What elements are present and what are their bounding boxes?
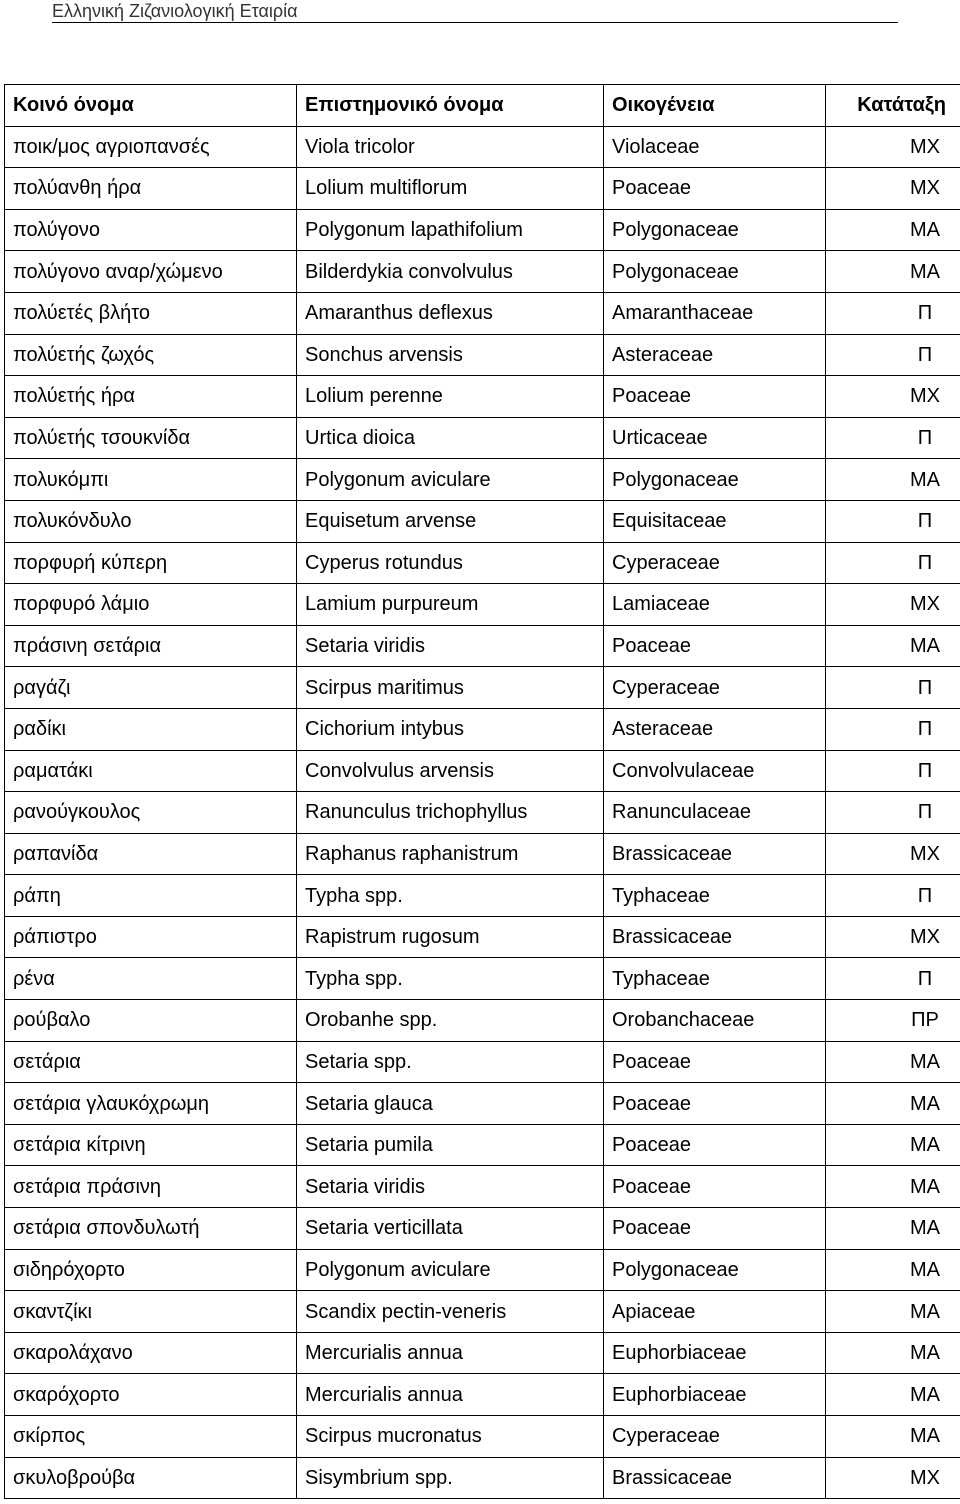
cell-family: Typhaceae: [604, 875, 826, 917]
cell-classification: ΠΡ: [826, 1000, 960, 1042]
cell-classification: Π: [826, 792, 960, 834]
cell-scientific-name: Cichorium intybus: [297, 708, 604, 750]
table-row: [5, 1166, 960, 1208]
cell-scientific-name: Polygonum aviculare: [297, 1249, 604, 1291]
cell-scientific-name: Setaria viridis: [297, 1166, 604, 1208]
table-row: [5, 792, 960, 834]
table-row: [5, 126, 960, 168]
cell-common-name: πολύετές βλήτο: [5, 292, 297, 334]
cell-scientific-name: Mercurialis annua: [297, 1332, 604, 1374]
cell-classification: Π: [826, 542, 960, 584]
cell-scientific-name: Setaria verticillata: [297, 1208, 604, 1250]
cell-common-name: πολύετής ήρα: [5, 376, 297, 418]
cell-scientific-name: Scirpus maritimus: [297, 667, 604, 709]
table-row: [5, 1000, 960, 1042]
cell-classification: Π: [826, 667, 960, 709]
cell-scientific-name: Scandix pectin-veneris: [297, 1291, 604, 1333]
cell-classification: ΜΑ: [826, 625, 960, 667]
cell-classification: ΜΑ: [826, 1166, 960, 1208]
cell-common-name: πολύανθη ήρα: [5, 168, 297, 210]
cell-family: Brassicaceae: [604, 1457, 826, 1499]
cell-common-name: πολύγονο αναρ/χώμενο: [5, 251, 297, 293]
cell-common-name: πράσινη σετάρια: [5, 625, 297, 667]
table-row: [5, 334, 960, 376]
table-row: [5, 1416, 960, 1458]
cell-family: Ranunculaceae: [604, 792, 826, 834]
cell-common-name: ραγάζι: [5, 667, 297, 709]
table-row: [5, 667, 960, 709]
table-row: [5, 916, 960, 958]
cell-classification: ΜΑ: [826, 1124, 960, 1166]
cell-scientific-name: Viola tricolor: [297, 126, 604, 168]
cell-scientific-name: Setaria spp.: [297, 1041, 604, 1083]
cell-common-name: σετάρια σπονδυλωτή: [5, 1208, 297, 1250]
cell-family: Convolvulaceae: [604, 750, 826, 792]
cell-common-name: ρένα: [5, 958, 297, 1000]
cell-family: Polygonaceae: [604, 459, 826, 501]
cell-classification: Π: [826, 750, 960, 792]
cell-classification: ΜΑ: [826, 1208, 960, 1250]
cell-scientific-name: Orobanhe spp.: [297, 1000, 604, 1042]
cell-common-name: ραματάκι: [5, 750, 297, 792]
table-row: [5, 168, 960, 210]
cell-common-name: ράπιστρο: [5, 916, 297, 958]
cell-family: Cyperaceae: [604, 667, 826, 709]
cell-classification: ΜΧ: [826, 916, 960, 958]
cell-family: Typhaceae: [604, 958, 826, 1000]
cell-common-name: σκίρπος: [5, 1416, 297, 1458]
cell-scientific-name: Typha spp.: [297, 958, 604, 1000]
cell-scientific-name: Lolium perenne: [297, 376, 604, 418]
cell-common-name: πολύγονο: [5, 209, 297, 251]
page-header-title: Ελληνική Ζιζανιολογική Εταιρία: [52, 1, 298, 21]
table-row: [5, 417, 960, 459]
cell-family: Poaceae: [604, 1208, 826, 1250]
cell-family: Urticaceae: [604, 417, 826, 459]
header-divider: [52, 22, 898, 23]
cell-scientific-name: Sonchus arvensis: [297, 334, 604, 376]
cell-classification: ΜΑ: [826, 1291, 960, 1333]
cell-scientific-name: Sisymbrium spp.: [297, 1457, 604, 1499]
cell-family: Orobanchaceae: [604, 1000, 826, 1042]
cell-family: Amaranthaceae: [604, 292, 826, 334]
cell-common-name: ράπη: [5, 875, 297, 917]
table-row: [5, 376, 960, 418]
cell-common-name: πορφυρή κύπερη: [5, 542, 297, 584]
cell-common-name: πολύετής ζωχός: [5, 334, 297, 376]
cell-family: Poaceae: [604, 1083, 826, 1125]
cell-classification: Π: [826, 417, 960, 459]
cell-family: Equisitaceae: [604, 500, 826, 542]
table-row: [5, 708, 960, 750]
cell-common-name: σκαντζίκι: [5, 1291, 297, 1333]
cell-scientific-name: Typha spp.: [297, 875, 604, 917]
cell-scientific-name: Cyperus rotundus: [297, 542, 604, 584]
cell-scientific-name: Polygonum aviculare: [297, 459, 604, 501]
table-body: [5, 126, 960, 1499]
cell-common-name: σετάρια: [5, 1041, 297, 1083]
cell-common-name: σκαρόχορτο: [5, 1374, 297, 1416]
cell-scientific-name: Urtica dioica: [297, 417, 604, 459]
table-row: [5, 1083, 960, 1125]
table-row: [5, 1249, 960, 1291]
cell-common-name: πορφυρό λάμιο: [5, 584, 297, 626]
table-row: [5, 584, 960, 626]
cell-classification: ΜΧ: [826, 168, 960, 210]
cell-classification: ΜΧ: [826, 376, 960, 418]
cell-scientific-name: Setaria pumila: [297, 1124, 604, 1166]
cell-scientific-name: Scirpus mucronatus: [297, 1416, 604, 1458]
cell-family: Brassicaceae: [604, 916, 826, 958]
cell-common-name: ρανούγκουλος: [5, 792, 297, 834]
cell-scientific-name: Lamium purpureum: [297, 584, 604, 626]
cell-common-name: ραδίκι: [5, 708, 297, 750]
cell-classification: ΜΑ: [826, 1374, 960, 1416]
cell-common-name: σκαρολάχανο: [5, 1332, 297, 1374]
cell-classification: ΜΑ: [826, 1249, 960, 1291]
column-header-scientific-name: Επιστημονικό όνομα: [297, 85, 604, 127]
cell-scientific-name: Setaria viridis: [297, 625, 604, 667]
cell-family: Poaceae: [604, 1041, 826, 1083]
cell-family: Euphorbiaceae: [604, 1374, 826, 1416]
table-row: [5, 1041, 960, 1083]
cell-common-name: σετάρια γλαυκόχρωμη: [5, 1083, 297, 1125]
cell-common-name: σετάρια πράσινη: [5, 1166, 297, 1208]
weeds-table: [4, 84, 960, 1499]
table-row: [5, 292, 960, 334]
table-row: [5, 833, 960, 875]
cell-scientific-name: Lolium multiflorum: [297, 168, 604, 210]
cell-classification: Π: [826, 708, 960, 750]
cell-classification: ΜΑ: [826, 1083, 960, 1125]
table-row: [5, 1457, 960, 1499]
cell-classification: ΜΑ: [826, 1332, 960, 1374]
cell-scientific-name: Polygonum lapathifolium: [297, 209, 604, 251]
cell-common-name: σετάρια κίτρινη: [5, 1124, 297, 1166]
table-row: [5, 209, 960, 251]
cell-family: Asteraceae: [604, 708, 826, 750]
cell-common-name: ποικ/μος αγριοπανσές: [5, 126, 297, 168]
cell-common-name: πολύετής τσουκνίδα: [5, 417, 297, 459]
cell-common-name: ραπανίδα: [5, 833, 297, 875]
table-row: [5, 459, 960, 501]
cell-family: Cyperaceae: [604, 1416, 826, 1458]
cell-common-name: σκυλοβρούβα: [5, 1457, 297, 1499]
table-row: [5, 1208, 960, 1250]
cell-classification: ΜΑ: [826, 209, 960, 251]
cell-family: Apiaceae: [604, 1291, 826, 1333]
cell-classification: Π: [826, 958, 960, 1000]
cell-classification: ΜΑ: [826, 459, 960, 501]
cell-family: Polygonaceae: [604, 251, 826, 293]
cell-classification: ΜΧ: [826, 833, 960, 875]
cell-family: Asteraceae: [604, 334, 826, 376]
table-row: [5, 958, 960, 1000]
cell-common-name: σιδηρόχορτο: [5, 1249, 297, 1291]
cell-scientific-name: Setaria glauca: [297, 1083, 604, 1125]
table-row: [5, 251, 960, 293]
cell-classification: ΜΑ: [826, 251, 960, 293]
cell-classification: ΜΑ: [826, 1416, 960, 1458]
cell-classification: ΜΧ: [826, 126, 960, 168]
column-header-family: Οικογένεια: [604, 85, 826, 127]
cell-classification: Π: [826, 334, 960, 376]
table-row: [5, 750, 960, 792]
table-row: [5, 1374, 960, 1416]
cell-family: Euphorbiaceae: [604, 1332, 826, 1374]
cell-scientific-name: Rapistrum rugosum: [297, 916, 604, 958]
cell-classification: ΜΧ: [826, 584, 960, 626]
cell-scientific-name: Equisetum arvense: [297, 500, 604, 542]
cell-family: Poaceae: [604, 625, 826, 667]
cell-family: Poaceae: [604, 168, 826, 210]
cell-family: Polygonaceae: [604, 1249, 826, 1291]
table-row: [5, 1291, 960, 1333]
column-header-common-name: Κοινό όνομα: [5, 85, 297, 127]
table-row: [5, 500, 960, 542]
table-row: [5, 625, 960, 667]
table-header-row: [5, 85, 960, 127]
cell-scientific-name: Mercurialis annua: [297, 1374, 604, 1416]
cell-classification: ΜΧ: [826, 1457, 960, 1499]
cell-scientific-name: Amaranthus deflexus: [297, 292, 604, 334]
table-row: [5, 1332, 960, 1374]
cell-scientific-name: Ranunculus trichophyllus: [297, 792, 604, 834]
cell-scientific-name: Bilderdykia convolvulus: [297, 251, 604, 293]
column-header-classification: Κατάταξη: [826, 85, 960, 127]
cell-classification: Π: [826, 875, 960, 917]
cell-scientific-name: Convolvulus arvensis: [297, 750, 604, 792]
cell-family: Polygonaceae: [604, 209, 826, 251]
cell-family: Poaceae: [604, 376, 826, 418]
cell-family: Lamiaceae: [604, 584, 826, 626]
cell-classification: Π: [826, 500, 960, 542]
cell-family: Poaceae: [604, 1166, 826, 1208]
cell-family: Poaceae: [604, 1124, 826, 1166]
table-row: [5, 875, 960, 917]
cell-classification: ΜΑ: [826, 1041, 960, 1083]
cell-common-name: πολυκόνδυλο: [5, 500, 297, 542]
cell-scientific-name: Raphanus raphanistrum: [297, 833, 604, 875]
cell-family: Violaceae: [604, 126, 826, 168]
cell-common-name: ρούβαλο: [5, 1000, 297, 1042]
table-row: [5, 1124, 960, 1166]
cell-classification: Π: [826, 292, 960, 334]
table-row: [5, 542, 960, 584]
cell-family: Cyperaceae: [604, 542, 826, 584]
cell-family: Brassicaceae: [604, 833, 826, 875]
cell-common-name: πολυκόμπι: [5, 459, 297, 501]
